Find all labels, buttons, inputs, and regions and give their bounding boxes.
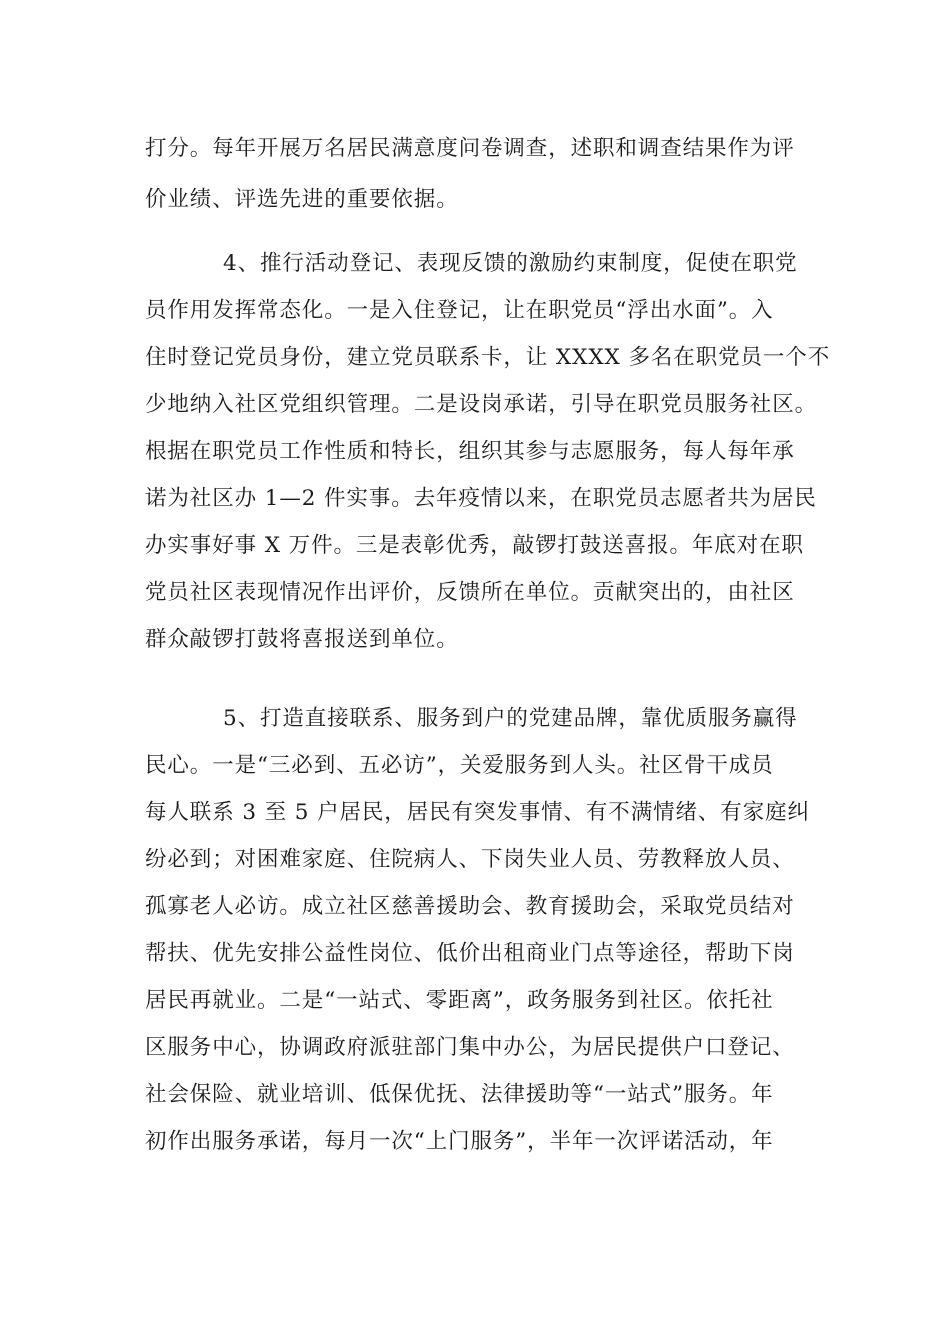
paragraph-3-line-1: 5、打造直接联系、服务到户的党建品牌，靠优质服务赢得 (223, 706, 798, 731)
paragraph-2-line-8: 党员社区表现情况作出评价，反馈所在单位。贡献突出的，由社区 (145, 580, 795, 605)
paragraph-1-line-1: 打分。每年开展万名居民满意度问卷调查，述职和调查结果作为评 (145, 136, 795, 161)
paragraph-2-line-5: 根据在职党员工作性质和特长，组织其参与志愿服务，每人每年承 (145, 439, 795, 464)
paragraph-3-line-10: 初作出服务承诺，每月一次“上门服务”，半年一次评诺活动，年 (145, 1129, 774, 1154)
paragraph-2-line-1: 4、推行活动登记、表现反馈的激励约束制度，促使在职党 (223, 251, 798, 276)
paragraph-3-line-3: 每人联系 3 至 5 户居民，居民有突发事情、有不满情绪、有家庭纠 (145, 800, 810, 825)
paragraph-3-line-8: 区服务中心，协调政府派驻部门集中办公，为居民提供户口登记、 (145, 1035, 795, 1060)
paragraph-3-line-4: 纷必到；对困难家庭、住院病人、下岗失业人员、劳教释放人员、 (145, 847, 795, 872)
paragraph-3-line-6: 帮扶、优先安排公益性岗位、低价出租商业门点等途径，帮助下岗 (145, 941, 795, 966)
paragraph-2-line-4: 少地纳入社区党组织管理。二是设岗承诺，引导在职党员服务社区。 (145, 392, 818, 417)
paragraph-2-line-7: 办实事好事 X 万件。三是表彰优秀，敲锣打鼓送喜报。年底对在职 (145, 533, 804, 558)
paragraph-3-line-5: 孤寡老人必访。成立社区慈善援助会、教育援助会，采取党员结对 (145, 894, 795, 919)
paragraph-3-line-9: 社会保险、就业培训、低保优抚、法律援助等“一站式”服务。年 (145, 1082, 774, 1107)
paragraph-3-line-7: 居民再就业。二是“一站式、零距离”，政务服务到社区。依托社 (145, 988, 774, 1013)
paragraph-2-line-2: 员作用发挥常态化。一是入住登记，让在职党员“浮出水面”。入 (145, 298, 774, 323)
paragraph-2-line-9: 群众敲锣打鼓将喜报送到单位。 (145, 627, 459, 652)
paragraph-2-line-6: 诺为社区办 1—2 件实事。去年疫情以来，在职党员志愿者共为居民 (145, 486, 817, 511)
paragraph-3-line-2: 民心。一是“三必到、五必访”，关爱服务到人头。社区骨干成员 (145, 753, 774, 778)
paragraph-2-line-3: 住时登记党员身份，建立党员联系卡，让 XXXX 多名在职党员一个不 (145, 345, 831, 370)
paragraph-1-line-2: 价业绩、评选先进的重要依据。 (145, 187, 459, 212)
